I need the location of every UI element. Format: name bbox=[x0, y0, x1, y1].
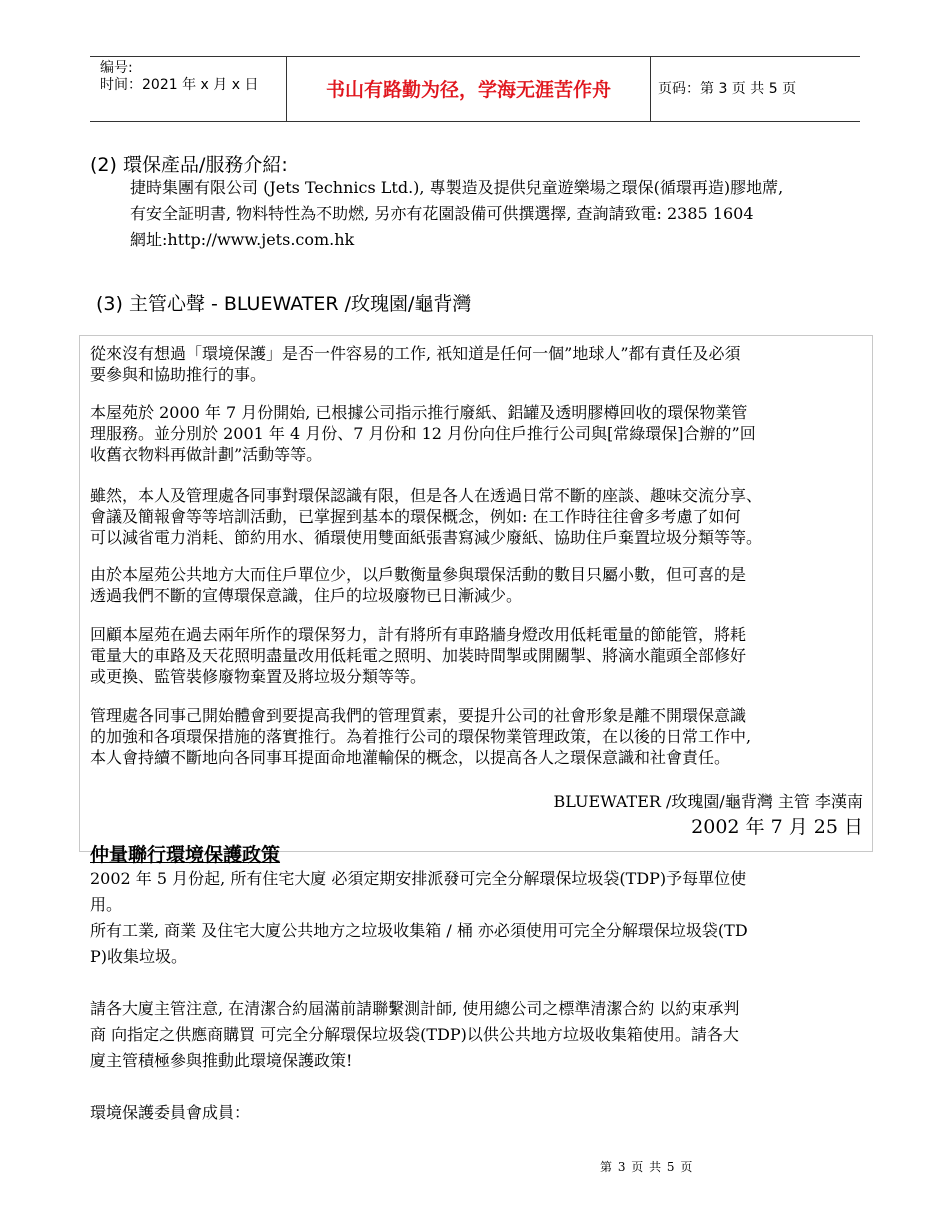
section2-line: 網址:http://www.jets.com.hk bbox=[130, 230, 355, 249]
paragraph-line: 本屋苑於 2000 年 7 月份開始, 已根據公司指示推行廢紙、鋁罐及透明膠樽回收的環保物業管 bbox=[90, 403, 748, 422]
signature-date: 2002 年 7 月 25 日 bbox=[691, 816, 863, 838]
page-label: 页码：第 3 页 共 5 页 bbox=[658, 81, 797, 97]
paragraph-line: 透過我們不斷的宣傳環保意識，住戶的垃圾廢物已日漸減少。 bbox=[90, 586, 523, 605]
paragraph-line: 或更換、監管裝修廢物棄置及將垃圾分類等等。 bbox=[90, 667, 427, 686]
policy-line: 廈主管積極參與推動此環境保護政策! bbox=[90, 1051, 353, 1070]
paragraph-line: 雖然，本人及管理處各同事對環保認識有限，但是各人在透過日常不斷的座談、趣味交流分享、 bbox=[90, 486, 763, 505]
paragraph-line: 由於本屋苑公共地方大而住戶單位少，以戶數衡量參與環保活動的數目只屬小數，但可喜的是 bbox=[90, 565, 747, 584]
paragraph bbox=[90, 402, 875, 465]
paragraph-line: 可以減省電力消耗、節約用水、循環使用雙面紙張書寫減少廢紙、協助住戶棄置垃圾分類等等。 bbox=[90, 528, 763, 547]
header-bottom-border bbox=[90, 121, 860, 122]
doc-number-label: 编号: bbox=[100, 60, 133, 76]
policy-line: 所有工業, 商業 及住宅大廈公共地方之垃圾收集箱 / 桶 亦必須使用可完全分解環保垃圾袋(TD bbox=[90, 921, 748, 940]
header-top-border bbox=[90, 56, 860, 57]
paragraph bbox=[90, 624, 875, 687]
section2-line: 有安全証明書, 物料特性為不助燃, 另亦有花園設備可供撰選擇, 查詢請致電: 2385 1604 bbox=[130, 204, 754, 223]
section2-title: (2) 環保產品/服務介紹: bbox=[90, 154, 288, 176]
paragraph-line: 電量大的車路及天花照明盡量改用低耗電之照明、加裝時間掣或開關掣、將滴水龍頭全部修好 bbox=[90, 646, 747, 665]
policy-line: 請各大廈主管注意, 在清潔合約屆滿前請聯繫測計師, 使用總公司之標準清潔合約 以約束承判 bbox=[90, 999, 740, 1018]
policy-line bbox=[90, 970, 870, 996]
paragraph bbox=[90, 564, 875, 606]
paragraph-line: 的加強和各項環保措施的落實推行。為着推行公司的環保物業管理政策，在以後的日常工作中, bbox=[90, 727, 752, 746]
section2-body bbox=[130, 175, 783, 253]
paragraph bbox=[90, 343, 875, 385]
paragraph-line: 理服務。並分別於 2001 年 4 月份、7 月份和 12 月份向住戶推行公司與[常綠環保]合辦的”回 bbox=[90, 424, 756, 443]
signature-line: BLUEWATER /玫瑰園/龜背灣 主管 李漢南 bbox=[553, 792, 863, 811]
policy-line bbox=[90, 1074, 870, 1100]
policy-body bbox=[90, 866, 870, 1126]
paragraph-line: 本人會持續不斷地向各同事耳提面命地灌輸保的概念，以提高各人之環保意識和社會責任。 bbox=[90, 748, 731, 767]
policy-line: P)收集垃圾。 bbox=[90, 947, 188, 966]
header-divider bbox=[650, 56, 651, 122]
paragraph-line: 管理處各同事己開始體會到要提高我們的管理質素，要提升公司的社會形象是離不開環保意識 bbox=[90, 706, 747, 725]
paragraph-line: 會議及簡報會等等培訓活動，已掌握到基本的環保概念，例如: 在工作時往往會多考慮了如何 bbox=[90, 507, 741, 526]
policy-line: 用。 bbox=[90, 895, 123, 914]
date-label: 时间：2021 年 x 月 x 日 bbox=[100, 77, 259, 93]
policy-title: 仲量聯行環境保護政策 bbox=[90, 844, 281, 866]
policy-line: 2002 年 5 月份起, 所有住宅大廈 必須定期安排派發可完全分解環保垃圾袋(TDP)予每單位使 bbox=[90, 869, 747, 888]
paragraph bbox=[90, 705, 875, 768]
paragraph-line: 收舊衣物料再做計劃”活動等等。 bbox=[90, 445, 323, 464]
paragraph-line: 從來沒有想過「環境保護」是否一件容易的工作, 祇知道是任何一個”地球人”都有責任及必須 bbox=[90, 344, 741, 363]
section2-line: 捷時集團有限公司 (Jets Technics Ltd.), 專製造及提供兒童遊樂場之環保(循環再造)膠地蓆, bbox=[130, 178, 784, 197]
paragraph-line: 要參與和協助推行的事。 bbox=[90, 365, 267, 384]
page-footer: 第 3 页 共 5 页 bbox=[600, 1160, 694, 1174]
policy-line: 環境保護委員會成員： bbox=[90, 1103, 251, 1122]
header-motto: 书山有路勤为径，学海无涯苦作舟 bbox=[325, 79, 611, 101]
policy-line: 商 向指定之供應商購買 可完全分解環保垃圾袋(TDP)以供公共地方垃圾收集箱使用。請各大 bbox=[90, 1025, 739, 1044]
paragraph-line: 回顧本屋苑在過去兩年所作的環保努力，計有將所有車路牆身燈改用低耗電量的節能管，將耗 bbox=[90, 625, 747, 644]
paragraph bbox=[90, 485, 875, 548]
section3-title: (3) 主管心聲 - BLUEWATER /玫瑰園/龜背灣 bbox=[96, 293, 472, 315]
